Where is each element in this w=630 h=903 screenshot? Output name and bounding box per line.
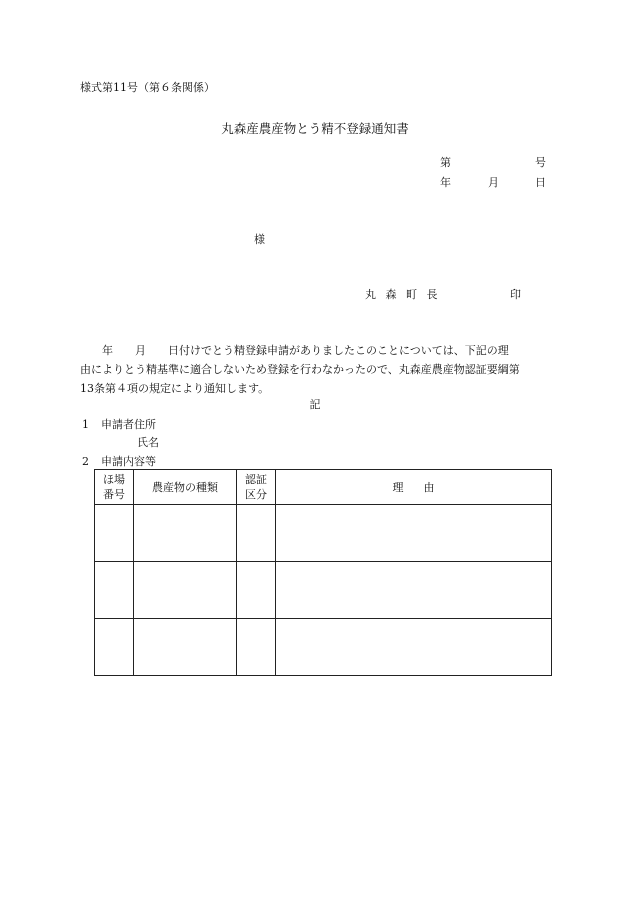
cell-field-number	[95, 505, 134, 562]
cell-field-number	[95, 562, 134, 619]
cell-crop-type	[134, 505, 237, 562]
application-details-table	[94, 469, 552, 676]
cell-certification-category	[237, 562, 276, 619]
date-day-label: 日	[535, 176, 546, 189]
header-crop-type: 農産物の種類	[134, 470, 237, 505]
issuer-name: 丸 森 町 長	[365, 288, 441, 301]
item-2-number: 2	[82, 455, 89, 468]
document-number-prefix: 第	[440, 156, 451, 169]
application-details-label: 申請内容等	[101, 455, 156, 468]
table-row	[95, 562, 552, 619]
applicant-address-label: 申請者住所	[101, 418, 156, 431]
recipient-honorific: 様	[254, 233, 265, 246]
cell-reason	[276, 562, 552, 619]
document-number-suffix: 号	[535, 156, 546, 169]
item-1-number: 1	[82, 418, 89, 431]
notice-body	[80, 341, 548, 398]
header-field-number: ほ場 番号	[95, 470, 134, 505]
cell-reason	[276, 619, 552, 676]
cell-reason	[276, 505, 552, 562]
table-header-row	[95, 470, 552, 505]
header-reason: 理 由	[276, 470, 552, 505]
notice-body-line: 13条第４項の規定により通知します。	[80, 382, 270, 395]
document-title: 丸森産農産物とう精不登録通知書	[221, 121, 409, 136]
seal-mark: 印	[510, 288, 521, 301]
cell-certification-category	[237, 505, 276, 562]
form-number-label: 様式第11号（第６条関係）	[80, 81, 215, 94]
notice-body-line: 由によりとう精基準に適合しないため登録を行わなかったので、丸森産農産物認証要綱第	[80, 363, 520, 376]
table-row	[95, 619, 552, 676]
ki-heading: 記	[309, 398, 321, 411]
date-month-label: 月	[488, 176, 499, 189]
applicant-name-label: 氏名	[137, 436, 159, 449]
notice-body-line: 年 月 日付けでとう精登録申請がありましたこのことについては、下記の理	[80, 344, 509, 357]
date-year-label: 年	[440, 176, 451, 189]
table-row	[95, 505, 552, 562]
cell-crop-type	[134, 562, 237, 619]
cell-crop-type	[134, 619, 237, 676]
cell-field-number	[95, 619, 134, 676]
header-certification-category: 認証 区分	[237, 470, 276, 505]
cell-certification-category	[237, 619, 276, 676]
